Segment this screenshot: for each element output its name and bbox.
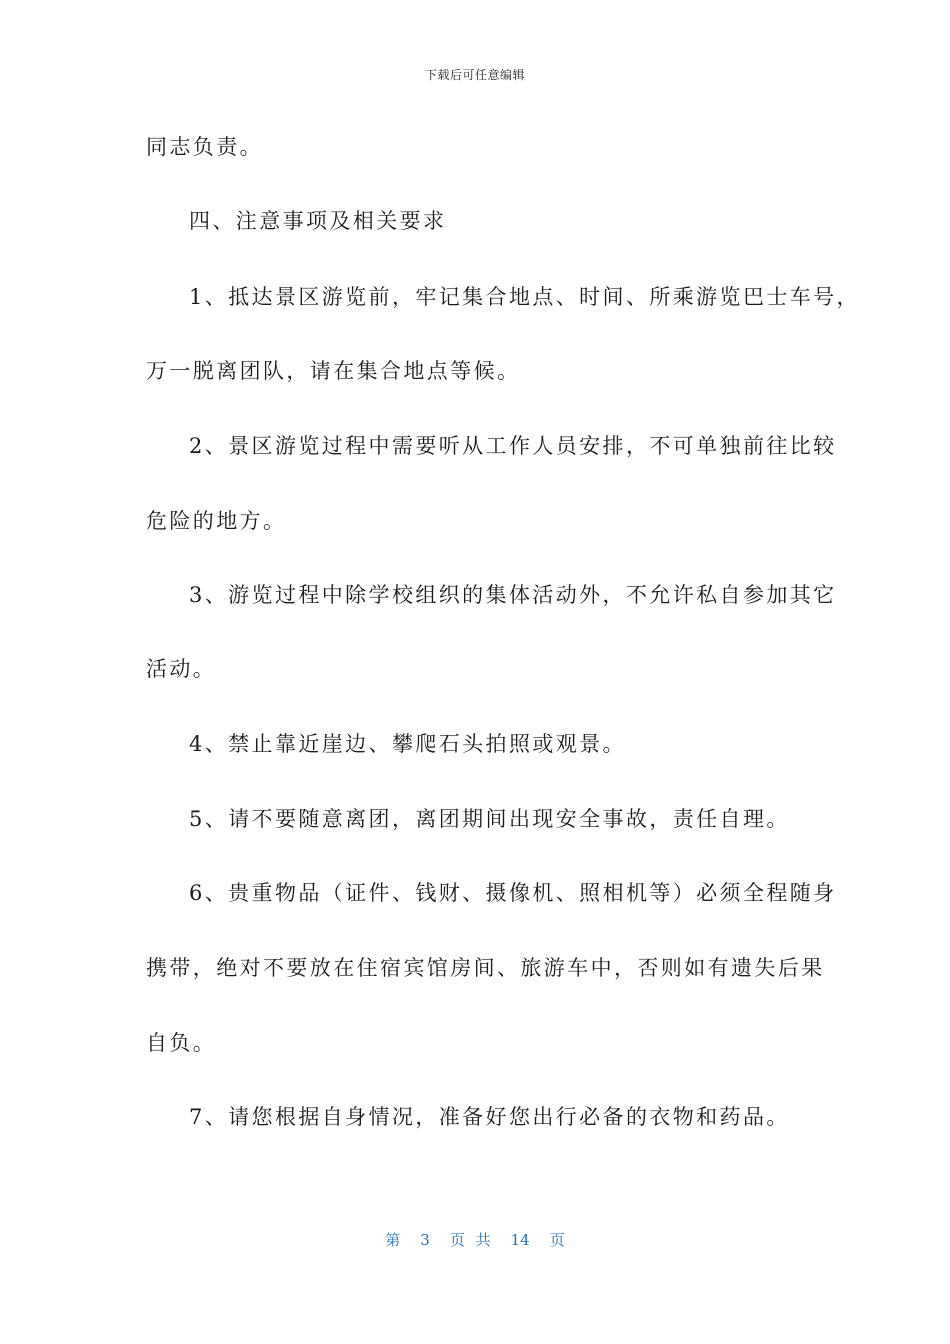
body-line: 携带，绝对不要放在住宿宾馆房间、旅游车中，否则如有遗失后果 [146,956,825,980]
body-line: 5、请不要随意离团，离团期间出现安全事故，责任自理。 [189,807,790,831]
body-line: 6、贵重物品（证件、钱财、摄像机、照相机等）必须全程随身 [189,881,837,905]
body-line: 2、景区游览过程中需要听从工作人员安排，不可单独前往比较 [189,434,837,458]
body-line: 4、禁止靠近崖边、攀爬石头拍照或观景。 [189,732,626,756]
body-line: 1、抵达景区游览前，牢记集合地点、时间、所乘游览巴士车号， [189,285,860,309]
page-label-mid: 页 共 [449,1231,491,1249]
current-page-number: 3 [420,1231,430,1249]
page-label-prefix: 第 [385,1231,401,1249]
body-line: 3、游览过程中除学校组织的集体活动外，不允许私自参加其它 [189,583,837,607]
total-pages-number: 14 [510,1231,530,1249]
body-line: 同志负责。 [146,135,263,159]
body-line: 危险的地方。 [146,509,287,533]
body-line: 万一脱离团队，请在集合地点等候。 [146,359,521,383]
body-line: 7、请您根据自身情况，准备好您出行必备的衣物和药品。 [189,1105,790,1129]
body-line: 活动。 [146,657,217,681]
section-heading: 四、注意事项及相关要求 [189,209,447,233]
page-label-suffix: 页 [549,1231,565,1249]
page-footer [0,1229,950,1250]
header-note: 下载后可任意编辑 [424,68,525,82]
body-line: 自负。 [146,1031,217,1055]
